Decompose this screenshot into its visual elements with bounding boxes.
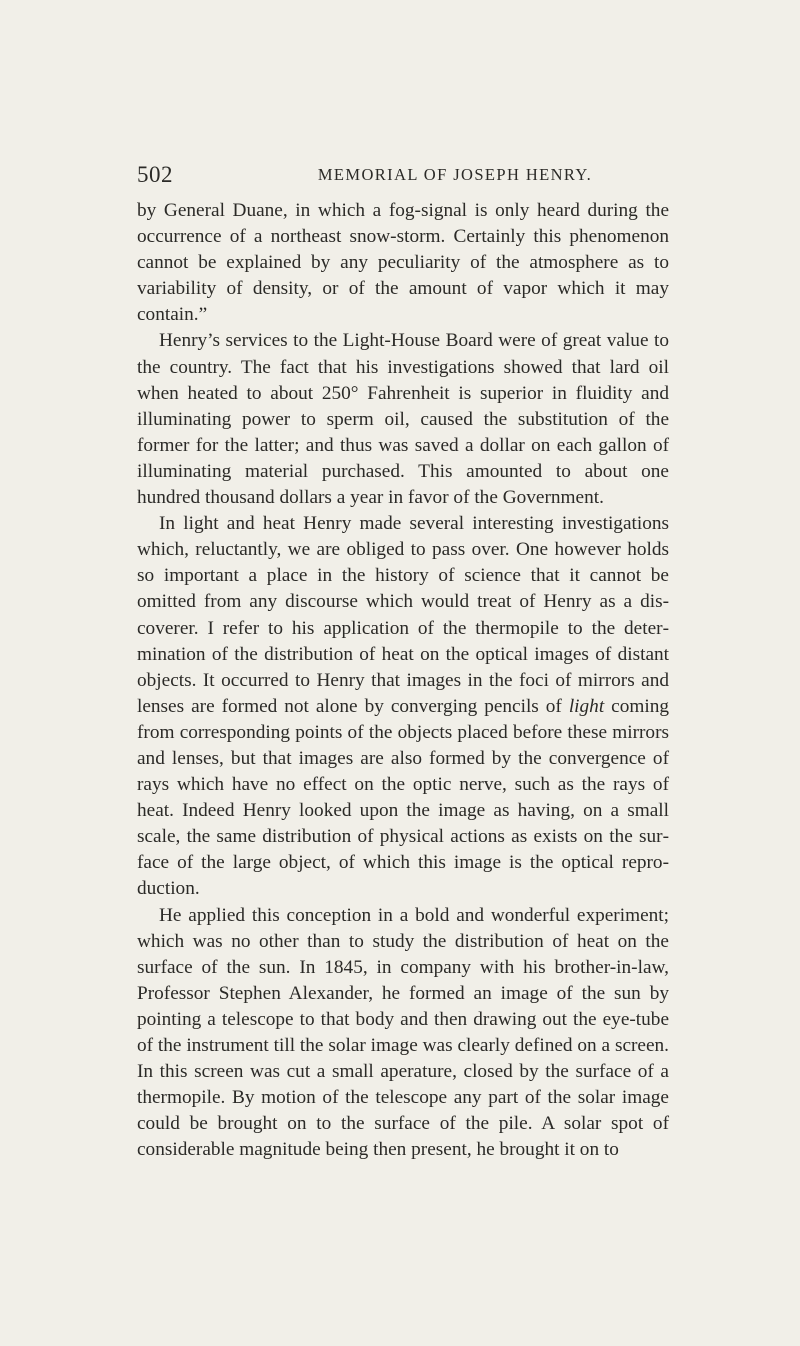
- paragraph-text-segment: In light and heat Henry made several interesting investigations which, reluctantly, we are obliged to pass over. One however holds so important a place in the history of science that it cannot be omitted from any discourse which would treat of Henry as a discoverer. I refer to his application of the thermopile to the determination of the distribution of heat on the optical images of distant objects. It occurred to Henry that images in the foci of mirrors and lenses are formed not alone by converging pencils of: [137, 513, 669, 717]
- page-number: 502: [137, 162, 173, 187]
- paragraph-solar-experiment: He applied this conception in a bold and wonderful experiment; which was no other than to study the distribution of heat on the surface of the sun. In 1845, in company with his brother-in-law, Professor Stephen Alexander, he formed an image of the sun by pointing a telescope to that body and then drawing out the eye-tube of the instrument till the solar image was clearly defined on a screen. In this screen was cut a small aperature, closed by the surface of a thermopile. By motion of the telescope any part of the solar image could be brought on to the surface of the pile. A solar spot of considerable magnitude being then present, he brought it on to: [137, 904, 669, 1161]
- paragraph-light-house-board: Henry’s services to the Light-House Board were of great value to the country. The fact that his investigations showed that lard oil when heated to about 250° Fahrenheit is superior in fluidity and illuminating power to sperm oil, caused the substitution of the former for the latter; and thus was saved a dollar on each gallon of illuminating material purchased. This amounted to about one hundred thousand dollars a year in favor of the Government.: [137, 330, 669, 509]
- running-title: MEMORIAL OF JOSEPH HENRY.: [317, 165, 593, 184]
- italic-word-light: light: [568, 695, 605, 717]
- page-header: [137, 160, 669, 190]
- paragraph-text-segment: coming from corresponding points of the objects placed before these mirrors and lenses, but that images are also formed by the convergence of rays which have no effect on the optic nerve, such as the rays of heat. Indeed Henry looked upon the image as having, on a small scale, the same distribution of physical actions as exists on the surface of the large object, of which this image is the optical reproduction.: [137, 695, 669, 900]
- paragraph-light-and-heat: [137, 511, 669, 902]
- body-text: [137, 198, 669, 1163]
- paragraph-continuation: by General Duane, in which a fog-signal is only heard during the occurrence of a northeast snow-storm. Certainly this phenomenon cannot be explained by any peculiarity of the atmosphere as to variability of density, or of the amount of vapor which it may contain.”: [137, 200, 669, 326]
